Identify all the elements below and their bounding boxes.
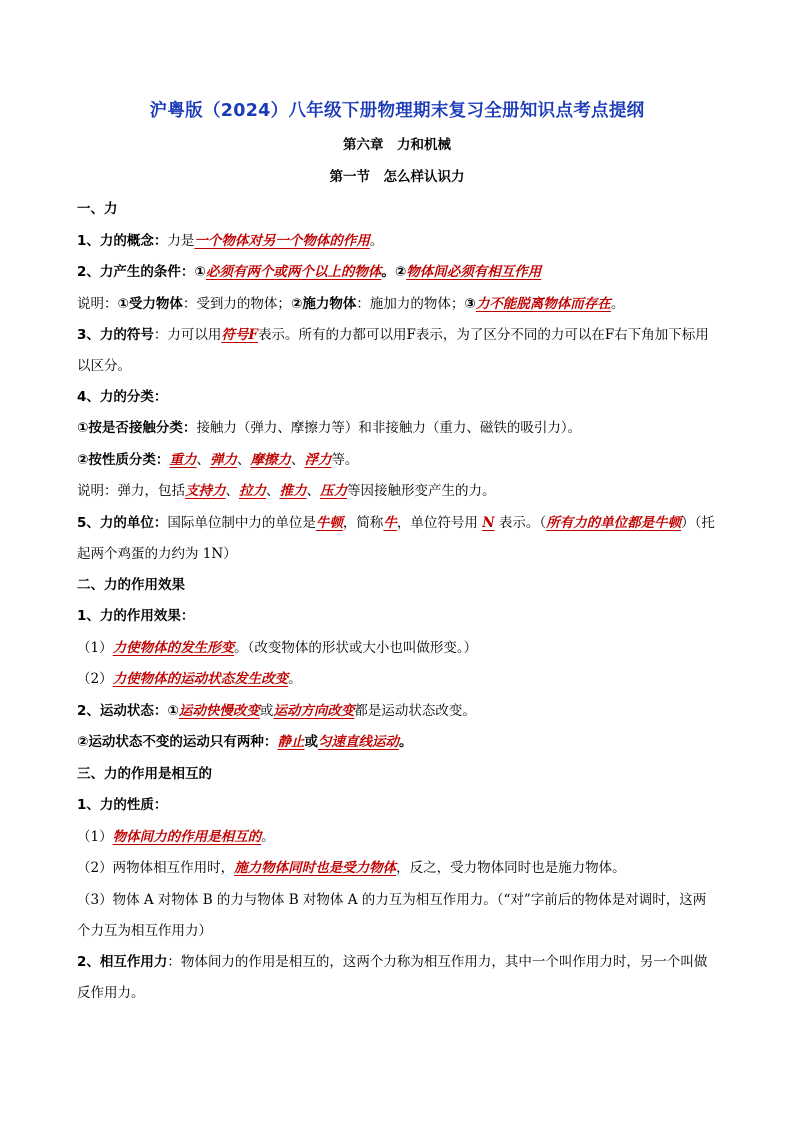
- outline-line: [77, 822, 719, 854]
- outline-line: [77, 633, 719, 665]
- bold-label: 。②: [381, 264, 407, 280]
- outline-line: [77, 601, 719, 633]
- plain-text: 说明：: [77, 295, 118, 312]
- outline-line: [77, 947, 719, 1009]
- bold-label: 1、力的性质：: [77, 797, 168, 813]
- outline-line: [77, 289, 719, 320]
- outline-heading: [77, 759, 719, 791]
- chapter-heading: 第六章 力和机械: [343, 137, 451, 153]
- key-point-text: 运动方向改变: [273, 702, 355, 719]
- key-point-text: N: [482, 514, 495, 531]
- plain-text: ，简称: [342, 514, 384, 531]
- bold-label: 2、力产生的条件：①: [77, 264, 206, 280]
- outline-line: [77, 320, 719, 382]
- bold-label: 二、力的作用效果: [77, 576, 185, 593]
- plain-text: 等因接触形变产生的力。: [347, 483, 496, 499]
- plain-text: 、: [266, 483, 280, 499]
- plain-text: 、: [225, 483, 239, 499]
- plain-text: ：力可以用: [153, 326, 222, 343]
- key-point-text: 物体间力的作用是相互的: [112, 828, 262, 845]
- outline-line: [77, 727, 719, 759]
- plain-text: 。: [610, 295, 625, 312]
- key-point-text: 力使物体的运动状态发生改变: [112, 671, 289, 687]
- bold-label: ②施力物体: [290, 295, 357, 312]
- outline-line: [77, 413, 719, 445]
- key-point-text: 静止: [277, 734, 305, 750]
- plain-text: （3）物体 A 对物体 B 的力与物体 B 对物体 A 的力互为相互作用力。（“对”字前后的物体是对调时，这两个力互为相互作用力）: [77, 891, 707, 939]
- key-point-text: 力使物体的发生形变: [112, 639, 235, 656]
- key-point-text: 力不能脱离物体而存在: [475, 295, 611, 312]
- plain-text: ）（托起两个鸡蛋的力约为 1N）: [77, 514, 715, 562]
- plain-text: 表示。（: [494, 514, 547, 531]
- plain-text: 说明：弹力，包括: [77, 483, 185, 499]
- outline-line: [77, 853, 719, 885]
- plain-text: ：物体间力的作用是相互的，这两个力称为相互作用力，其中一个叫作用力时，另一个叫做反作用力。: [77, 953, 708, 1001]
- outline-line: [77, 790, 719, 822]
- key-point-text: 符号F: [221, 326, 258, 343]
- key-point-text: 牛: [383, 514, 397, 531]
- bold-label: ②运动状态不变的运动只有两种：: [77, 734, 278, 750]
- bold-label: 1、力的概念：: [77, 232, 168, 249]
- key-point-text: 推力: [279, 483, 307, 499]
- key-point-text: 物体间必须有相互作用: [406, 264, 542, 280]
- plain-text: ，反之，受力物体同时也是施力物体。: [396, 860, 626, 876]
- plain-text: 。（改变物体的形状或大小也叫做形变。）: [234, 639, 478, 656]
- key-point-text: 牛顿: [315, 514, 343, 531]
- outline-line: [77, 257, 719, 289]
- plain-text: （2）两物体相互作用时，: [77, 860, 235, 876]
- bold-label: 或: [304, 734, 318, 750]
- outline-line: [77, 696, 719, 728]
- bold-label: 2、相互作用力: [77, 953, 168, 970]
- plain-text: ：施加力的物体；: [356, 295, 465, 312]
- bold-label: 三、力的作用是相互的: [77, 765, 212, 782]
- plain-text: （1）: [77, 639, 113, 656]
- document-body: [77, 194, 719, 1009]
- key-point-text: 匀速直线运动: [317, 734, 399, 750]
- outline-line: [77, 508, 719, 570]
- bold-label: 3、力的符号: [77, 326, 154, 343]
- plain-text: 表示。所有的力都可以用F表示，为了区分不同的力可以在F右下角加下标用以区分。: [77, 326, 709, 374]
- key-point-text: 运动快慢改变: [178, 702, 260, 719]
- key-point-text: 弹力: [209, 451, 237, 468]
- key-point-text: 支持力: [185, 483, 226, 499]
- outline-line: [77, 226, 719, 258]
- key-point-text: 拉力: [239, 483, 266, 499]
- key-point-text: 重力: [169, 451, 197, 468]
- key-point-text: 一个物体对另一个物体的作用: [194, 232, 370, 249]
- key-point-text: 浮力: [304, 451, 332, 468]
- document-title: 沪粤版（2024）八年级下册物理期末复习全册知识点考点提纲: [149, 101, 645, 121]
- key-point-text: 施力物体同时也是受力物体: [234, 860, 397, 876]
- outline-line: [77, 664, 719, 696]
- plain-text: ：受到力的物体；: [182, 295, 291, 312]
- plain-text: ，单位符号用: [396, 514, 483, 531]
- plain-text: 。: [288, 671, 302, 687]
- plain-text: 、: [236, 451, 251, 468]
- plain-text: 接触力（弹力、摩擦力等）和非接触力（重力、磁铁的吸引力）。: [196, 420, 582, 436]
- bold-label: 一、力: [77, 201, 118, 217]
- plain-text: 。: [261, 828, 275, 845]
- outline-line: [77, 382, 719, 414]
- bold-label: ③: [464, 295, 476, 312]
- key-point-text: 所有力的单位都是牛顿: [546, 514, 682, 531]
- bold-label: 。: [398, 734, 413, 750]
- plain-text: 、: [196, 451, 210, 468]
- plain-text: 国际单位制中力的单位是: [167, 514, 316, 531]
- plain-text: 、: [290, 451, 305, 468]
- bold-label: 5、力的单位：: [77, 514, 168, 531]
- bold-label: ①受力物体: [117, 295, 183, 312]
- outline-heading: [77, 570, 719, 602]
- bold-label: 4、力的分类：: [77, 388, 168, 405]
- plain-text: 力是: [167, 232, 195, 249]
- plain-text: 或: [259, 702, 274, 719]
- outline-line: [77, 885, 719, 947]
- key-point-text: 压力: [320, 483, 347, 499]
- key-point-text: 摩擦力: [250, 451, 291, 468]
- section-heading: 第一节 怎么样认识力: [329, 169, 465, 185]
- plain-text: （2）: [77, 671, 113, 687]
- bold-label: ①按是否接触分类：: [77, 420, 197, 436]
- plain-text: 等。: [331, 451, 359, 468]
- outline-line: [77, 445, 719, 477]
- outline-line: [77, 476, 719, 508]
- key-point-text: 必须有两个或两个以上的物体: [205, 264, 382, 280]
- plain-text: 、: [306, 483, 320, 499]
- plain-text: （1）: [77, 828, 113, 845]
- plain-text: 都是运动状态改变。: [354, 702, 476, 719]
- bold-label: 2、运动状态：①: [77, 702, 179, 719]
- bold-label: ②按性质分类：: [77, 451, 170, 468]
- outline-heading: [77, 194, 719, 226]
- bold-label: 1、力的作用效果：: [77, 608, 195, 624]
- plain-text: 。: [369, 232, 384, 249]
